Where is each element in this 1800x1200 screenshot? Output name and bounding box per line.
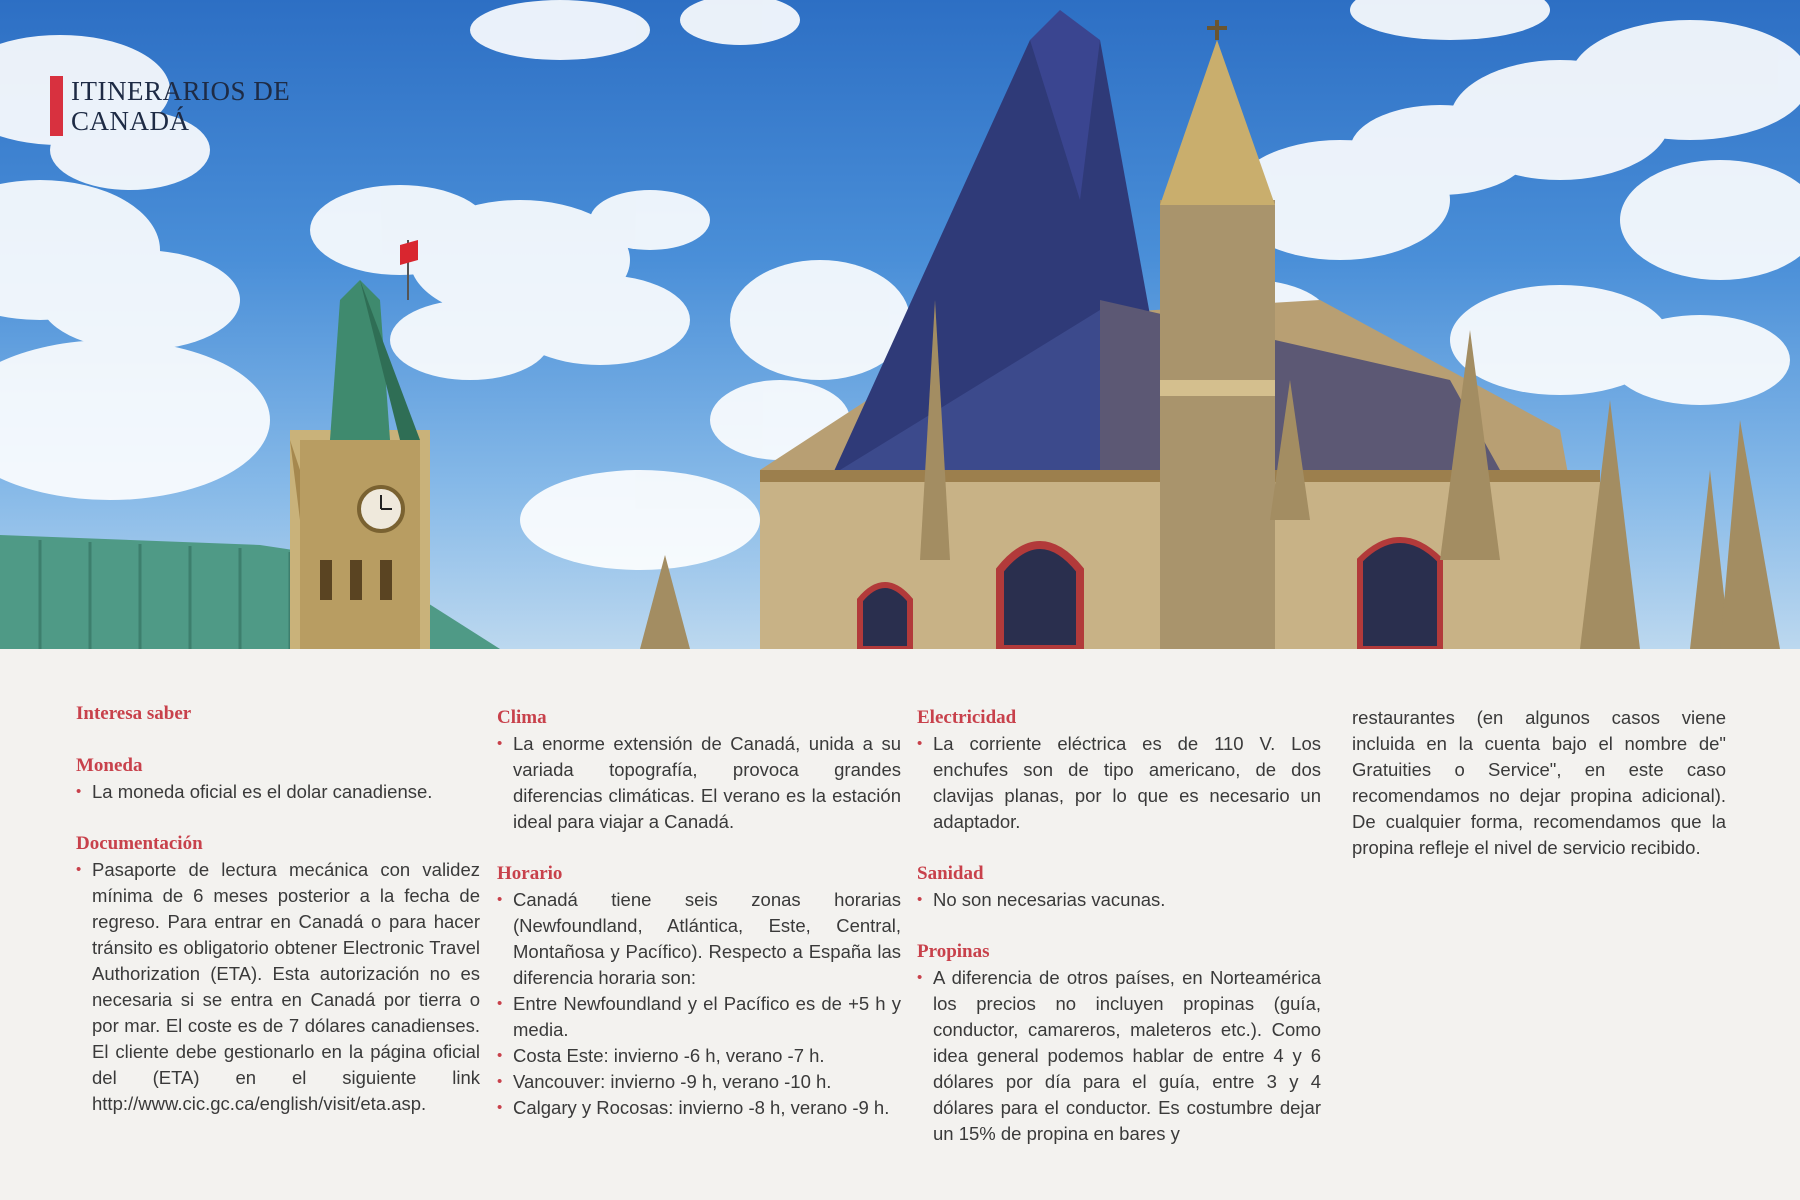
list-item: • Vancouver: invierno -9 h, verano -10 h. xyxy=(497,1069,901,1095)
propinas-list xyxy=(917,965,1321,1147)
section-heading-sanidad: Sanidad xyxy=(917,863,984,884)
page-title xyxy=(71,76,290,136)
list-item: • A diferencia de otros países, en Norteamérica los precios no incluyen propinas (guía, conductor, camareros, maleteros etc.). Como idea general podemos hablar de entre 4 y 6 dólares por día para el guía, entre 3 y 4 dólares para el conductor. Es costumbre dejar un 15% de propina en bares y xyxy=(917,965,1321,1147)
column-4 xyxy=(1352,705,1726,861)
section-heading-clima: Clima xyxy=(497,707,547,728)
list-item: • Pasaporte de lectura mecánica con validez mínima de 6 meses posterior a la fecha de regreso. Para entrar en Canadá o para hacer tránsito es obligatorio obtener Electronic Travel Authorization (ETA). Esta autorización no es necesaria si se entra en Canadá por tierra o por mar. El coste es de 7 dólares canadienses. El cliente debe gestionarlo en la página oficial del (ETA) en el siguiente link http://www.cic.gc.ca/english/visit/eta.asp. xyxy=(76,857,480,1117)
peace-tower xyxy=(290,240,430,649)
list-item: • Costa Este: invierno -6 h, verano -7 h. xyxy=(497,1043,901,1069)
column-2 xyxy=(497,705,901,1121)
documentacion-list xyxy=(76,857,480,1117)
horario-list xyxy=(497,887,901,1121)
title-accent-bar xyxy=(50,76,63,136)
propinas-continuation: restaurantes (en algunos casos viene incluida en la cuenta bajo el nombre de" Gratuities o Service", en este caso recomendamos no dejar propina adicional). De cualquier forma, recomendamos que la propina refleje el nivel de servicio recibido. xyxy=(1352,707,1726,858)
column-1 xyxy=(76,701,480,1117)
title-line-2: CANADÁ xyxy=(71,106,190,136)
list-item: • No son necesarias vacunas. xyxy=(917,887,1321,913)
section-heading-interesa: Interesa saber xyxy=(76,703,192,724)
clima-list xyxy=(497,731,901,835)
section-heading-documentacion: Documentación xyxy=(76,833,203,854)
list-item: • Calgary y Rocosas: invierno -8 h, verano -9 h. xyxy=(497,1095,901,1121)
title-line-1: ITINERARIOS DE xyxy=(71,76,291,106)
list-item: • Canadá tiene seis zonas horarias (Newfoundland, Atlántica, Este, Central, Montañosa y Pacífico). Respecto a España las diferencia horaria son: xyxy=(497,887,901,991)
column-3 xyxy=(917,705,1321,1147)
list-item: • La corriente eléctrica es de 110 V. Los enchufes son de tipo americano, de dos clavijas planas, por lo que es necesario un adaptador. xyxy=(917,731,1321,835)
list-item: • La enorme extensión de Canadá, unida a su variada topografía, provoca grandes diferencias climáticas. El verano es la estación ideal para viajar a Canadá. xyxy=(497,731,901,835)
moneda-list xyxy=(76,779,480,805)
section-heading-horario: Horario xyxy=(497,863,563,884)
info-section xyxy=(0,649,1800,1200)
list-item: • Entre Newfoundland y el Pacífico es de +5 h y media. xyxy=(497,991,901,1043)
section-heading-propinas: Propinas xyxy=(917,941,990,962)
page-title-block xyxy=(50,76,290,136)
section-heading-moneda: Moneda xyxy=(76,755,143,776)
electricidad-list xyxy=(917,731,1321,835)
list-item: • La moneda oficial es el dolar canadiense. xyxy=(76,779,480,805)
section-heading-electricidad: Electricidad xyxy=(917,707,1017,728)
sanidad-list xyxy=(917,887,1321,913)
